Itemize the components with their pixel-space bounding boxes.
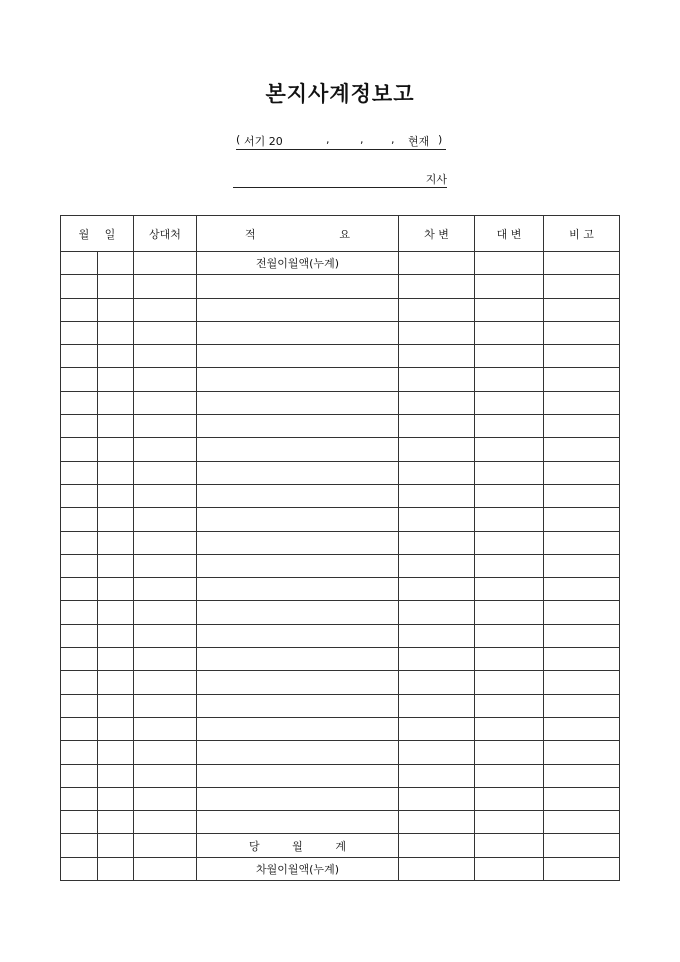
cell-month[interactable] (61, 321, 98, 344)
cell-counterpart[interactable] (134, 741, 197, 764)
month-total-word-3: 계 (335, 839, 346, 853)
cell-summary[interactable] (197, 415, 399, 438)
date-separator-3: , (391, 133, 395, 146)
cell-credit[interactable] (475, 834, 544, 857)
cell-counterpart[interactable] (134, 811, 197, 834)
cell-day[interactable] (98, 298, 134, 321)
cell-month[interactable] (61, 601, 98, 624)
cell-month[interactable] (61, 531, 98, 554)
cell-counterpart[interactable] (134, 484, 197, 507)
carryover-next-label: 차월이월액(누계) (197, 857, 399, 880)
cell-summary[interactable] (197, 671, 399, 694)
cell-month[interactable] (61, 717, 98, 740)
cell-month[interactable] (61, 554, 98, 577)
table-row (61, 391, 620, 414)
cell-remarks[interactable] (544, 252, 620, 275)
table-row (61, 345, 620, 368)
cell-debit[interactable] (399, 717, 475, 740)
cell-month[interactable] (61, 275, 98, 298)
cell-counterpart[interactable] (134, 275, 197, 298)
cell-remarks[interactable] (544, 601, 620, 624)
cell-credit[interactable] (475, 787, 544, 810)
cell-summary[interactable] (197, 345, 399, 368)
cell-credit[interactable] (475, 578, 544, 601)
cell-month[interactable] (61, 298, 98, 321)
cell-debit[interactable] (399, 648, 475, 671)
cell-month[interactable] (61, 834, 98, 857)
cell-day[interactable] (98, 624, 134, 647)
cell-remarks[interactable] (544, 321, 620, 344)
cell-remarks[interactable] (544, 741, 620, 764)
date-open-paren: ( (236, 133, 241, 146)
month-total-row (61, 834, 620, 857)
header-credit: 대 변 (475, 216, 544, 252)
cell-day[interactable] (98, 601, 134, 624)
table-row (61, 321, 620, 344)
report-date-line (236, 133, 446, 150)
cell-month[interactable] (61, 694, 98, 717)
cell-credit[interactable] (475, 531, 544, 554)
table-row (61, 648, 620, 671)
account-report-table (60, 215, 620, 881)
cell-counterpart[interactable] (134, 321, 197, 344)
table-row (61, 811, 620, 834)
table-row (61, 368, 620, 391)
cell-remarks[interactable] (544, 531, 620, 554)
table-row (61, 717, 620, 740)
cell-summary[interactable] (197, 717, 399, 740)
cell-counterpart[interactable] (134, 671, 197, 694)
cell-debit[interactable] (399, 484, 475, 507)
cell-counterpart[interactable] (134, 252, 197, 275)
document-title: 본지사계정보고 (265, 81, 415, 106)
cell-credit[interactable] (475, 764, 544, 787)
cell-remarks[interactable] (544, 624, 620, 647)
cell-summary[interactable] (197, 624, 399, 647)
cell-summary[interactable] (197, 391, 399, 414)
cell-month[interactable] (61, 345, 98, 368)
cell-credit[interactable] (475, 415, 544, 438)
cell-day[interactable] (98, 671, 134, 694)
cell-counterpart[interactable] (134, 834, 197, 857)
cell-debit[interactable] (399, 252, 475, 275)
cell-credit[interactable] (475, 508, 544, 531)
cell-debit[interactable] (399, 671, 475, 694)
cell-counterpart[interactable] (134, 601, 197, 624)
cell-counterpart[interactable] (134, 717, 197, 740)
date-close-paren: ) (438, 133, 443, 146)
cell-credit[interactable] (475, 554, 544, 577)
cell-remarks[interactable] (544, 694, 620, 717)
table-row (61, 787, 620, 810)
table-row (61, 578, 620, 601)
cell-month[interactable] (61, 252, 98, 275)
cell-day[interactable] (98, 531, 134, 554)
cell-remarks[interactable] (544, 554, 620, 577)
table-row (61, 298, 620, 321)
cell-month[interactable] (61, 484, 98, 507)
header-summary-a: 적 (245, 227, 256, 241)
date-separator-1: , (326, 133, 330, 146)
cell-credit[interactable] (475, 252, 544, 275)
cell-summary[interactable] (197, 275, 399, 298)
cell-month[interactable] (61, 624, 98, 647)
cell-summary[interactable] (197, 601, 399, 624)
cell-summary[interactable] (197, 368, 399, 391)
cell-day[interactable] (98, 415, 134, 438)
cell-summary[interactable] (197, 484, 399, 507)
cell-day[interactable] (98, 438, 134, 461)
cell-month[interactable] (61, 578, 98, 601)
header-month: 월 (78, 227, 90, 241)
cell-credit[interactable] (475, 671, 544, 694)
table-row (61, 624, 620, 647)
cell-day[interactable] (98, 717, 134, 740)
cell-remarks[interactable] (544, 484, 620, 507)
cell-day[interactable] (98, 321, 134, 344)
cell-day[interactable] (98, 787, 134, 810)
cell-debit[interactable] (399, 811, 475, 834)
cell-credit[interactable] (475, 368, 544, 391)
cell-credit[interactable] (475, 624, 544, 647)
cell-counterpart[interactable] (134, 624, 197, 647)
cell-remarks[interactable] (544, 578, 620, 601)
cell-day[interactable] (98, 811, 134, 834)
cell-debit[interactable] (399, 438, 475, 461)
cell-counterpart[interactable] (134, 554, 197, 577)
cell-debit[interactable] (399, 345, 475, 368)
cell-credit[interactable] (475, 298, 544, 321)
cell-remarks[interactable] (544, 391, 620, 414)
cell-credit[interactable] (475, 484, 544, 507)
cell-month[interactable] (61, 508, 98, 531)
table-row (61, 671, 620, 694)
cell-remarks[interactable] (544, 415, 620, 438)
cell-summary[interactable] (197, 764, 399, 787)
table-row (61, 438, 620, 461)
header-summary-b: 요 (339, 227, 350, 241)
cell-month[interactable] (61, 415, 98, 438)
cell-summary[interactable] (197, 578, 399, 601)
cell-credit[interactable] (475, 438, 544, 461)
cell-day[interactable] (98, 252, 134, 275)
cell-counterpart[interactable] (134, 857, 197, 880)
cell-debit[interactable] (399, 415, 475, 438)
cell-credit[interactable] (475, 601, 544, 624)
cell-summary[interactable] (197, 741, 399, 764)
cell-debit[interactable] (399, 578, 475, 601)
cell-remarks[interactable] (544, 345, 620, 368)
cell-month[interactable] (61, 671, 98, 694)
cell-day[interactable] (98, 275, 134, 298)
table-row (61, 484, 620, 507)
cell-debit[interactable] (399, 857, 475, 880)
carryover-previous-row (61, 252, 620, 275)
month-total-word-2: 월 (292, 839, 303, 853)
header-month-day (61, 216, 134, 252)
cell-credit[interactable] (475, 321, 544, 344)
cell-debit[interactable] (399, 321, 475, 344)
cell-debit[interactable] (399, 694, 475, 717)
cell-day[interactable] (98, 578, 134, 601)
cell-remarks[interactable] (544, 811, 620, 834)
cell-counterpart[interactable] (134, 648, 197, 671)
header-debit: 차 변 (399, 216, 475, 252)
header-remarks: 비 고 (544, 216, 620, 252)
cell-day[interactable] (98, 694, 134, 717)
cell-day[interactable] (98, 554, 134, 577)
cell-counterpart[interactable] (134, 508, 197, 531)
cell-credit[interactable] (475, 275, 544, 298)
cell-day[interactable] (98, 857, 134, 880)
cell-counterpart[interactable] (134, 298, 197, 321)
cell-month[interactable] (61, 811, 98, 834)
table-row (61, 415, 620, 438)
cell-month[interactable] (61, 741, 98, 764)
cell-month[interactable] (61, 764, 98, 787)
table-row (61, 461, 620, 484)
cell-month[interactable] (61, 787, 98, 810)
cell-summary[interactable] (197, 648, 399, 671)
cell-day[interactable] (98, 368, 134, 391)
cell-debit[interactable] (399, 624, 475, 647)
cell-debit[interactable] (399, 275, 475, 298)
table-row (61, 275, 620, 298)
month-total-label (197, 834, 399, 857)
cell-remarks[interactable] (544, 764, 620, 787)
cell-debit[interactable] (399, 601, 475, 624)
cell-credit[interactable] (475, 811, 544, 834)
cell-remarks[interactable] (544, 275, 620, 298)
month-total-word-1: 당 (249, 839, 260, 853)
cell-debit[interactable] (399, 391, 475, 414)
cell-month[interactable] (61, 461, 98, 484)
cell-remarks[interactable] (544, 508, 620, 531)
cell-day[interactable] (98, 764, 134, 787)
cell-remarks[interactable] (544, 368, 620, 391)
table-header-row (61, 216, 620, 252)
carryover-previous-label: 전월이월액(누계) (197, 252, 399, 275)
header-summary (197, 216, 399, 252)
cell-month[interactable] (61, 438, 98, 461)
header-counterpart: 상대처 (134, 216, 197, 252)
cell-day[interactable] (98, 391, 134, 414)
table-row (61, 554, 620, 577)
cell-remarks[interactable] (544, 834, 620, 857)
table-row (61, 694, 620, 717)
cell-debit[interactable] (399, 508, 475, 531)
date-current-label: 현재 (408, 135, 430, 148)
branch-name-line (233, 171, 447, 188)
cell-summary[interactable] (197, 531, 399, 554)
cell-remarks[interactable] (544, 298, 620, 321)
cell-credit[interactable] (475, 391, 544, 414)
cell-counterpart[interactable] (134, 368, 197, 391)
cell-day[interactable] (98, 461, 134, 484)
cell-summary[interactable] (197, 787, 399, 810)
cell-remarks[interactable] (544, 648, 620, 671)
cell-credit[interactable] (475, 345, 544, 368)
cell-counterpart[interactable] (134, 531, 197, 554)
cell-debit[interactable] (399, 368, 475, 391)
cell-summary[interactable] (197, 694, 399, 717)
cell-summary[interactable] (197, 508, 399, 531)
cell-summary[interactable] (197, 298, 399, 321)
cell-counterpart[interactable] (134, 438, 197, 461)
cell-month[interactable] (61, 391, 98, 414)
cell-day[interactable] (98, 345, 134, 368)
cell-debit[interactable] (399, 298, 475, 321)
cell-month[interactable] (61, 368, 98, 391)
date-era-label: 서기 20 (244, 135, 283, 148)
cell-debit[interactable] (399, 461, 475, 484)
cell-day[interactable] (98, 741, 134, 764)
cell-day[interactable] (98, 834, 134, 857)
cell-counterpart[interactable] (134, 415, 197, 438)
cell-remarks[interactable] (544, 461, 620, 484)
cell-counterpart[interactable] (134, 694, 197, 717)
cell-month[interactable] (61, 857, 98, 880)
table-row (61, 508, 620, 531)
cell-summary[interactable] (197, 811, 399, 834)
cell-debit[interactable] (399, 787, 475, 810)
cell-credit[interactable] (475, 461, 544, 484)
cell-counterpart[interactable] (134, 391, 197, 414)
cell-remarks[interactable] (544, 787, 620, 810)
cell-counterpart[interactable] (134, 787, 197, 810)
cell-remarks[interactable] (544, 857, 620, 880)
cell-remarks[interactable] (544, 671, 620, 694)
cell-debit[interactable] (399, 741, 475, 764)
cell-credit[interactable] (475, 648, 544, 671)
cell-counterpart[interactable] (134, 764, 197, 787)
cell-month[interactable] (61, 648, 98, 671)
table-row (61, 741, 620, 764)
cell-debit[interactable] (399, 834, 475, 857)
cell-summary[interactable] (197, 554, 399, 577)
cell-debit[interactable] (399, 531, 475, 554)
cell-day[interactable] (98, 648, 134, 671)
cell-remarks[interactable] (544, 717, 620, 740)
header-day: 일 (104, 227, 116, 241)
table-row (61, 601, 620, 624)
cell-credit[interactable] (475, 717, 544, 740)
cell-day[interactable] (98, 508, 134, 531)
branch-suffix-label: 지사 (425, 173, 447, 186)
cell-counterpart[interactable] (134, 345, 197, 368)
cell-debit[interactable] (399, 764, 475, 787)
cell-remarks[interactable] (544, 438, 620, 461)
cell-debit[interactable] (399, 554, 475, 577)
cell-credit[interactable] (475, 694, 544, 717)
cell-counterpart[interactable] (134, 578, 197, 601)
carryover-next-row (61, 857, 620, 880)
cell-credit[interactable] (475, 857, 544, 880)
table-row (61, 764, 620, 787)
cell-summary[interactable] (197, 461, 399, 484)
cell-day[interactable] (98, 484, 134, 507)
cell-counterpart[interactable] (134, 461, 197, 484)
date-separator-2: , (360, 133, 364, 146)
table-row (61, 531, 620, 554)
cell-summary[interactable] (197, 438, 399, 461)
cell-summary[interactable] (197, 321, 399, 344)
cell-credit[interactable] (475, 741, 544, 764)
